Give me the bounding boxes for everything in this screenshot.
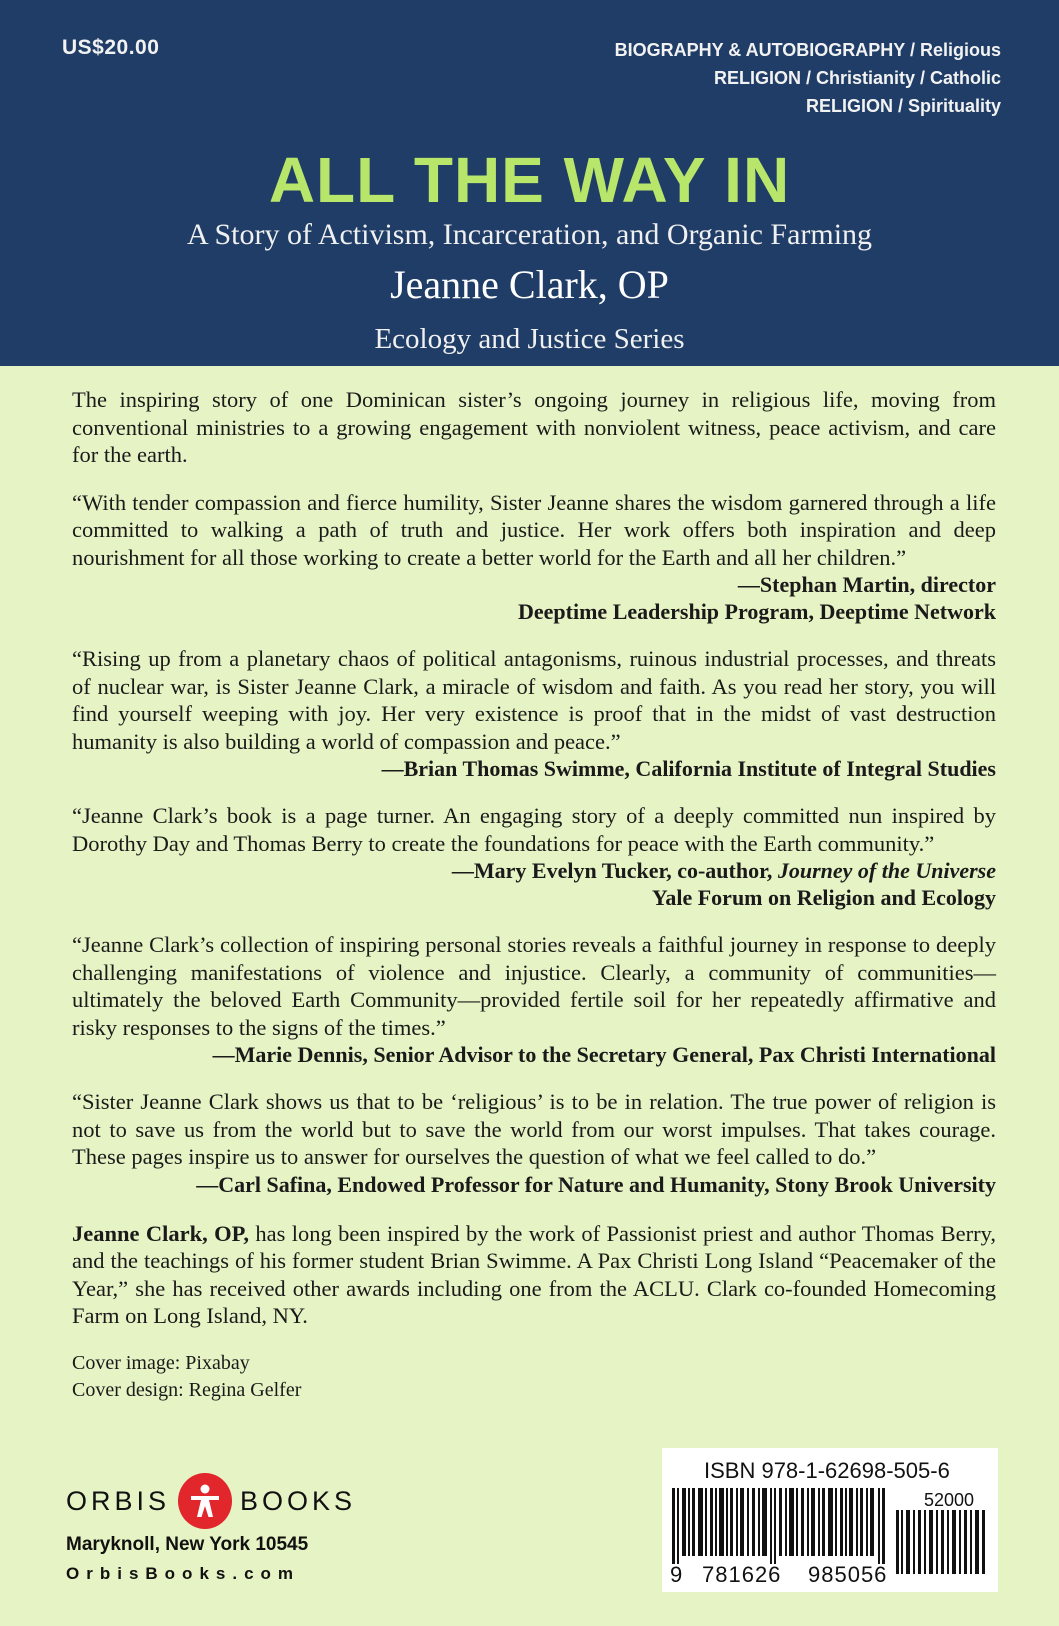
barcode-digit-first: 9 bbox=[670, 1562, 684, 1587]
book-author: Jeanne Clark, OP bbox=[390, 262, 669, 307]
publisher-name-left: ORBIS bbox=[66, 1485, 171, 1516]
isbn-barcode bbox=[662, 1448, 998, 1592]
publisher-website: OrbisBooks.com bbox=[66, 1564, 301, 1583]
orbis-logo-icon bbox=[178, 1473, 232, 1529]
book-series: Ecology and Justice Series bbox=[374, 323, 685, 355]
endorsement-attribution: —Marie Dennis, Senior Advisor to the Secretary General, Pax Christi International bbox=[212, 1042, 996, 1067]
description: The inspiring story of one Dominican sister’s ongoing journey in religious life, moving from conventional ministries to a growing engagement with nonviolent witness, peace activism, and care for the earth. bbox=[72, 387, 996, 467]
barcode-addon-bars bbox=[896, 1510, 986, 1574]
endorsement-affiliation: Yale Forum on Religion and Ecology bbox=[651, 885, 996, 910]
attribution-name: —Mary Evelyn Tucker, co-author, bbox=[451, 858, 778, 883]
category-item: BIOGRAPHY & AUTOBIOGRAPHY / Religious bbox=[614, 40, 1001, 60]
back-cover-text bbox=[72, 386, 996, 1404]
endorsement-attribution: —Brian Thomas Swimme, California Institute of Integral Studies bbox=[381, 756, 996, 781]
endorsement-attribution bbox=[72, 857, 996, 884]
book-title: ALL THE WAY IN bbox=[268, 144, 791, 216]
header-panel bbox=[0, 0, 1059, 366]
endorsement-quote: “Jeanne Clark’s book is a page turner. An engaging story of a deeply committed nun inspired by Dorothy Day and Thomas Berry to create the foundations for peace with the Earth community.” bbox=[72, 803, 996, 856]
barcode-digits bbox=[670, 1562, 887, 1588]
category-item: RELIGION / Spirituality bbox=[805, 96, 1001, 116]
publisher-name-right: BOOKS bbox=[239, 1485, 356, 1516]
endorsement-quote: “Rising up from a planetary chaos of political antagonisms, ruinous industrial processes, and threats of nuclear war, is Sister Jeanne Clark, a miracle of wisdom and faith. As you read her story, you will find yourself weeping with joy. Her very existence is proof that in the midst of vast destruction humanity is also building a world of compassion and peace.” bbox=[72, 646, 996, 754]
book-subtitle: A Story of Activism, Incarceration, and Organic Farming bbox=[186, 218, 873, 251]
isbn-number: ISBN 978-1-62698-505-6 bbox=[704, 1458, 950, 1483]
price-label: US$20.00 bbox=[62, 36, 160, 59]
barcode-digit-group: 781626 bbox=[702, 1562, 782, 1587]
author-bio-text: has long been inspired by the work of Passionist priest and author Thomas Berry, and the teachings of his former student Brian Swimme. A Pax Christi Long Island “Peacemaker of the Year,” she has received other awards including one from the ACLU. Clark co-founded Homecoming Farm on Long Island, NY. bbox=[72, 1220, 996, 1328]
barcode-bars bbox=[672, 1488, 888, 1564]
endorsement-quote: “Jeanne Clark’s collection of inspiring personal stories reveals a faithful journey in response to deeply challenging manifestations of violence and injustice. Clearly, a community of communities—ultimately the beloved Earth Community—provided fertile soil for her repeatedly affirmative and risky responses to the signs of the times.” bbox=[72, 932, 996, 1040]
author-bio-name: Jeanne Clark, OP, bbox=[72, 1220, 249, 1246]
endorsement-quote: “Sister Jeanne Clark shows us that to be ‘religious’ is to be in relation. The true power of religion is not to save us from the world but to save the world from our worst impulses. That takes courage. These pages inspire us to answer for ourselves the question of what we feel called to do.” bbox=[72, 1089, 996, 1169]
barcode-digit-group: 985056 bbox=[808, 1562, 888, 1587]
cover-design-credit: Cover design: Regina Gelfer bbox=[72, 1378, 302, 1401]
cover-credits bbox=[72, 1350, 996, 1404]
attribution-book-title: Journey of the Universe bbox=[777, 858, 996, 883]
barcode-price-code: 52000 bbox=[923, 1490, 974, 1510]
category-list bbox=[615, 36, 1001, 120]
author-bio bbox=[72, 1220, 996, 1330]
publisher-logo-row bbox=[66, 1472, 356, 1530]
cover-image-credit: Cover image: Pixabay bbox=[72, 1351, 250, 1374]
publisher-address: Maryknoll, New York 10545 bbox=[66, 1534, 309, 1555]
endorsement-quote: “With tender compassion and fierce humility, Sister Jeanne shares the wisdom garnered through a life committed to walking a path of truth and justice. Her work offers both inspiration and deep nourishment for all those working to create a better world for the Earth and all her children.” bbox=[72, 489, 996, 570]
endorsement-attribution: —Stephan Martin, director bbox=[737, 572, 996, 597]
endorsement-attribution: —Carl Safina, Endowed Professor for Nature and Humanity, Stony Brook University bbox=[196, 1171, 996, 1197]
endorsement-affiliation: Deeptime Leadership Program, Deeptime Network bbox=[518, 599, 996, 624]
publisher-block bbox=[66, 1472, 356, 1584]
category-item: RELIGION / Christianity / Catholic bbox=[713, 68, 1001, 88]
